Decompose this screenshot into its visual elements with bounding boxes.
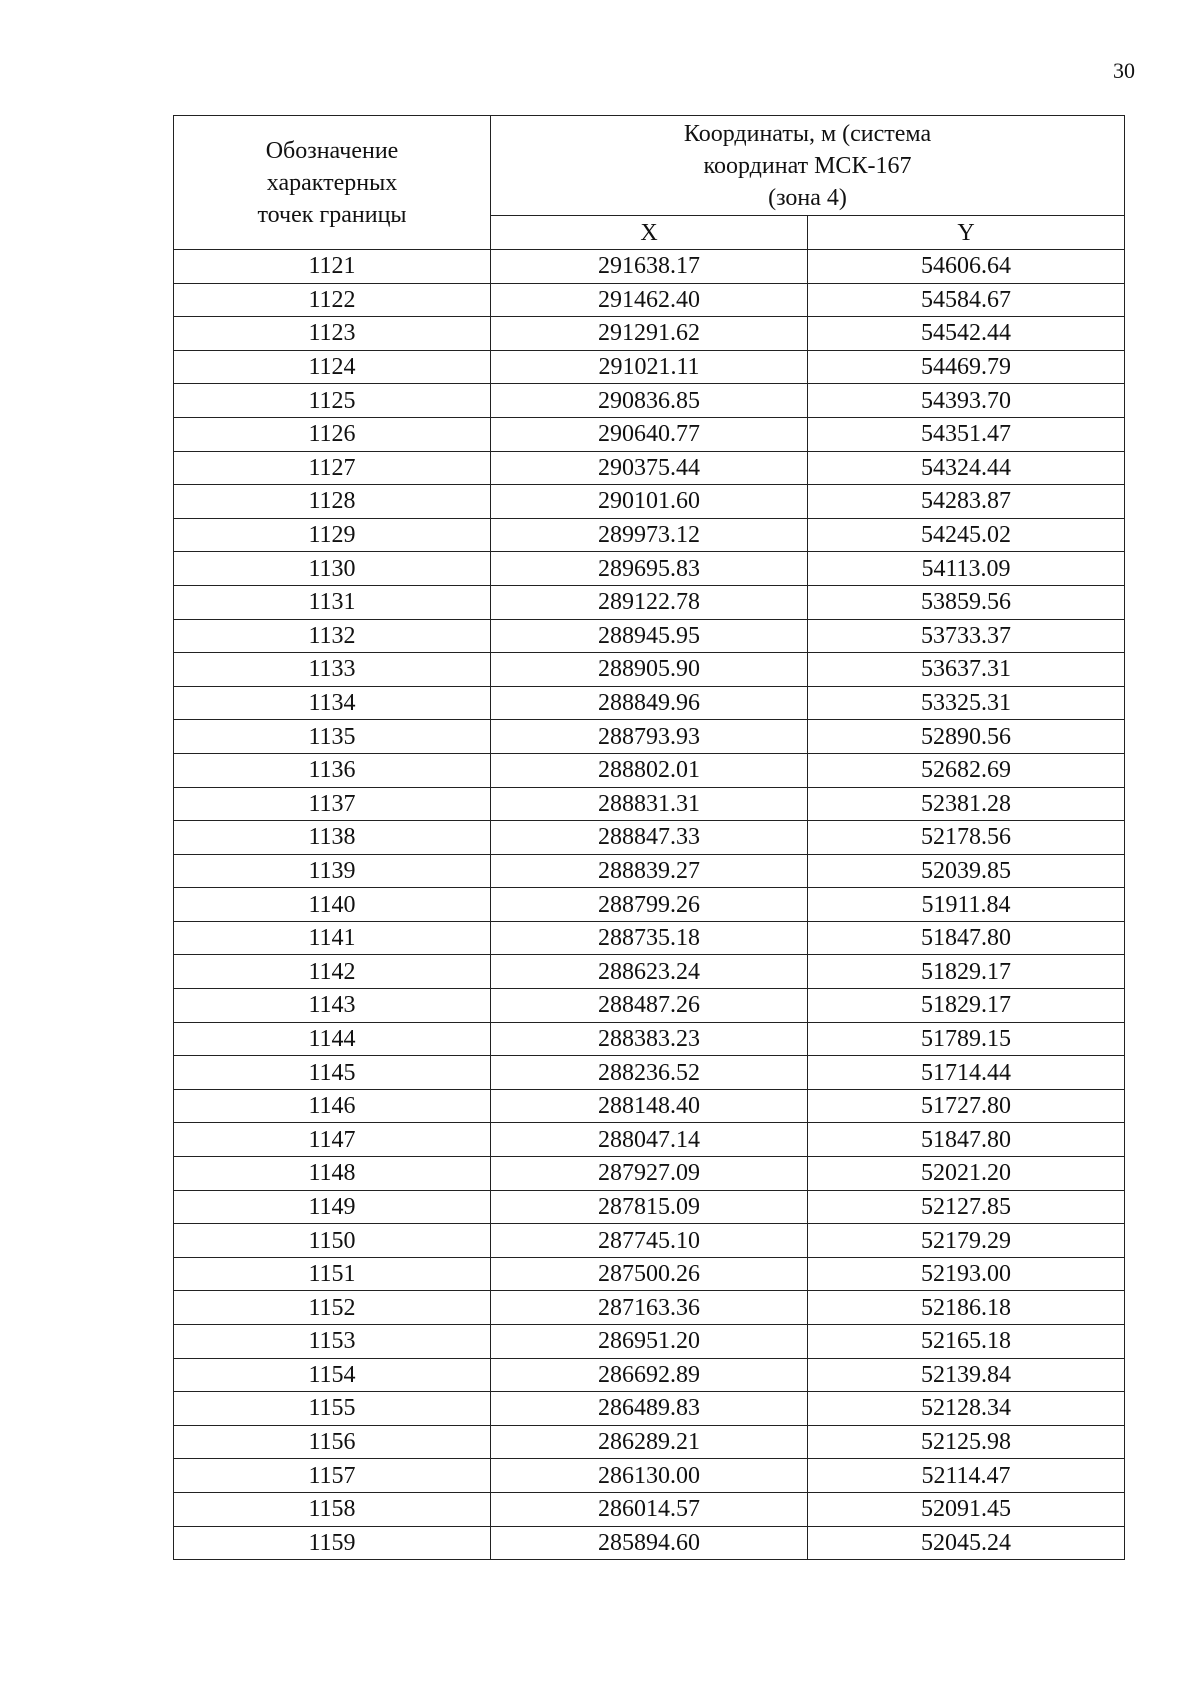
table-row <box>174 821 1125 855</box>
table-row <box>174 283 1125 317</box>
point-id-cell: 1122 <box>174 283 491 317</box>
y-coordinate-cell: 54542.44 <box>808 317 1125 351</box>
table-row <box>174 1392 1125 1426</box>
table-row <box>174 1526 1125 1560</box>
x-coordinate-cell: 290375.44 <box>491 451 808 485</box>
table-row <box>174 1157 1125 1191</box>
x-coordinate-cell: 288487.26 <box>491 989 808 1023</box>
point-id-cell: 1125 <box>174 384 491 418</box>
x-coordinate-cell: 287500.26 <box>491 1257 808 1291</box>
point-id-cell: 1155 <box>174 1392 491 1426</box>
x-coordinate-cell: 286692.89 <box>491 1358 808 1392</box>
x-coordinate-cell: 291021.11 <box>491 350 808 384</box>
y-coordinate-cell: 52021.20 <box>808 1157 1125 1191</box>
header-y: Y <box>808 216 1125 250</box>
x-coordinate-cell: 286014.57 <box>491 1492 808 1526</box>
y-coordinate-cell: 53733.37 <box>808 619 1125 653</box>
y-coordinate-cell: 52127.85 <box>808 1190 1125 1224</box>
point-id-cell: 1159 <box>174 1526 491 1560</box>
table-row <box>174 485 1125 519</box>
point-id-cell: 1146 <box>174 1089 491 1123</box>
table-row <box>174 1089 1125 1123</box>
y-coordinate-cell: 53325.31 <box>808 686 1125 720</box>
y-coordinate-cell: 54351.47 <box>808 417 1125 451</box>
x-coordinate-cell: 285894.60 <box>491 1526 808 1560</box>
table-row <box>174 350 1125 384</box>
y-coordinate-cell: 54393.70 <box>808 384 1125 418</box>
point-id-cell: 1149 <box>174 1190 491 1224</box>
x-coordinate-cell: 288802.01 <box>491 753 808 787</box>
y-coordinate-cell: 52178.56 <box>808 821 1125 855</box>
y-coordinate-cell: 52139.84 <box>808 1358 1125 1392</box>
point-id-cell: 1153 <box>174 1325 491 1359</box>
x-coordinate-cell: 288945.95 <box>491 619 808 653</box>
table-row <box>174 955 1125 989</box>
point-id-cell: 1137 <box>174 787 491 821</box>
x-coordinate-cell: 291291.62 <box>491 317 808 351</box>
y-coordinate-cell: 52125.98 <box>808 1425 1125 1459</box>
x-coordinate-cell: 290101.60 <box>491 485 808 519</box>
table-row <box>174 1492 1125 1526</box>
point-id-cell: 1123 <box>174 317 491 351</box>
y-coordinate-cell: 51829.17 <box>808 955 1125 989</box>
y-coordinate-cell: 52039.85 <box>808 854 1125 888</box>
y-coordinate-cell: 52128.34 <box>808 1392 1125 1426</box>
x-coordinate-cell: 291462.40 <box>491 283 808 317</box>
table-row <box>174 619 1125 653</box>
point-id-cell: 1131 <box>174 585 491 619</box>
x-coordinate-cell: 288849.96 <box>491 686 808 720</box>
y-coordinate-cell: 52091.45 <box>808 1492 1125 1526</box>
point-id-cell: 1136 <box>174 753 491 787</box>
point-id-cell: 1138 <box>174 821 491 855</box>
y-coordinate-cell: 54584.67 <box>808 283 1125 317</box>
point-id-cell: 1144 <box>174 1022 491 1056</box>
table-row <box>174 1190 1125 1224</box>
point-id-cell: 1143 <box>174 989 491 1023</box>
y-coordinate-cell: 54324.44 <box>808 451 1125 485</box>
point-id-cell: 1133 <box>174 653 491 687</box>
y-coordinate-cell: 53859.56 <box>808 585 1125 619</box>
point-id-cell: 1147 <box>174 1123 491 1157</box>
point-id-cell: 1154 <box>174 1358 491 1392</box>
table-row <box>174 518 1125 552</box>
y-coordinate-cell: 52179.29 <box>808 1224 1125 1258</box>
x-coordinate-cell: 288236.52 <box>491 1056 808 1090</box>
y-coordinate-cell: 52890.56 <box>808 720 1125 754</box>
point-id-cell: 1145 <box>174 1056 491 1090</box>
x-coordinate-cell: 291638.17 <box>491 250 808 284</box>
table-row <box>174 1022 1125 1056</box>
point-id-cell: 1130 <box>174 552 491 586</box>
table-row <box>174 989 1125 1023</box>
table-row <box>174 1056 1125 1090</box>
table-row <box>174 1224 1125 1258</box>
table-row <box>174 888 1125 922</box>
header-designation: Обозначение характерных точек границы <box>174 116 491 250</box>
x-coordinate-cell: 286951.20 <box>491 1325 808 1359</box>
y-coordinate-cell: 53637.31 <box>808 653 1125 687</box>
header-x: X <box>491 216 808 250</box>
point-id-cell: 1132 <box>174 619 491 653</box>
table-row <box>174 552 1125 586</box>
y-coordinate-cell: 52165.18 <box>808 1325 1125 1359</box>
point-id-cell: 1156 <box>174 1425 491 1459</box>
y-coordinate-cell: 52381.28 <box>808 787 1125 821</box>
x-coordinate-cell: 287927.09 <box>491 1157 808 1191</box>
x-coordinate-cell: 290640.77 <box>491 417 808 451</box>
y-coordinate-cell: 51829.17 <box>808 989 1125 1023</box>
x-coordinate-cell: 288847.33 <box>491 821 808 855</box>
table-row <box>174 1325 1125 1359</box>
point-id-cell: 1148 <box>174 1157 491 1191</box>
y-coordinate-cell: 54469.79 <box>808 350 1125 384</box>
y-coordinate-cell: 54245.02 <box>808 518 1125 552</box>
table-row <box>174 384 1125 418</box>
point-id-cell: 1158 <box>174 1492 491 1526</box>
table-row <box>174 250 1125 284</box>
table-row <box>174 1425 1125 1459</box>
point-id-cell: 1140 <box>174 888 491 922</box>
y-coordinate-cell: 52186.18 <box>808 1291 1125 1325</box>
point-id-cell: 1134 <box>174 686 491 720</box>
table-row <box>174 753 1125 787</box>
x-coordinate-cell: 288793.93 <box>491 720 808 754</box>
y-coordinate-cell: 52193.00 <box>808 1257 1125 1291</box>
point-id-cell: 1139 <box>174 854 491 888</box>
x-coordinate-cell: 288383.23 <box>491 1022 808 1056</box>
y-coordinate-cell: 54283.87 <box>808 485 1125 519</box>
table-row <box>174 451 1125 485</box>
x-coordinate-cell: 288831.31 <box>491 787 808 821</box>
y-coordinate-cell: 52114.47 <box>808 1459 1125 1493</box>
x-coordinate-cell: 287815.09 <box>491 1190 808 1224</box>
y-coordinate-cell: 54606.64 <box>808 250 1125 284</box>
x-coordinate-cell: 288735.18 <box>491 921 808 955</box>
x-coordinate-cell: 289695.83 <box>491 552 808 586</box>
point-id-cell: 1141 <box>174 921 491 955</box>
y-coordinate-cell: 51847.80 <box>808 921 1125 955</box>
table-row <box>174 720 1125 754</box>
point-id-cell: 1129 <box>174 518 491 552</box>
table-row <box>174 1123 1125 1157</box>
x-coordinate-cell: 288148.40 <box>491 1089 808 1123</box>
table-row <box>174 653 1125 687</box>
table-row <box>174 686 1125 720</box>
point-id-cell: 1142 <box>174 955 491 989</box>
table-row <box>174 921 1125 955</box>
x-coordinate-cell: 286289.21 <box>491 1425 808 1459</box>
x-coordinate-cell: 288047.14 <box>491 1123 808 1157</box>
point-id-cell: 1152 <box>174 1291 491 1325</box>
y-coordinate-cell: 51847.80 <box>808 1123 1125 1157</box>
y-coordinate-cell: 51911.84 <box>808 888 1125 922</box>
point-id-cell: 1126 <box>174 417 491 451</box>
page-number: 30 <box>1113 58 1135 83</box>
point-id-cell: 1121 <box>174 250 491 284</box>
coordinates-table <box>173 115 1125 1560</box>
y-coordinate-cell: 52682.69 <box>808 753 1125 787</box>
point-id-cell: 1127 <box>174 451 491 485</box>
table-header <box>174 116 1125 250</box>
y-coordinate-cell: 52045.24 <box>808 1526 1125 1560</box>
y-coordinate-cell: 51714.44 <box>808 1056 1125 1090</box>
point-id-cell: 1135 <box>174 720 491 754</box>
x-coordinate-cell: 288905.90 <box>491 653 808 687</box>
x-coordinate-cell: 289122.78 <box>491 585 808 619</box>
x-coordinate-cell: 286130.00 <box>491 1459 808 1493</box>
table-body <box>174 250 1125 1560</box>
x-coordinate-cell: 288799.26 <box>491 888 808 922</box>
x-coordinate-cell: 287745.10 <box>491 1224 808 1258</box>
point-id-cell: 1128 <box>174 485 491 519</box>
table-row <box>174 787 1125 821</box>
point-id-cell: 1124 <box>174 350 491 384</box>
point-id-cell: 1150 <box>174 1224 491 1258</box>
table-row <box>174 417 1125 451</box>
y-coordinate-cell: 51789.15 <box>808 1022 1125 1056</box>
table-row <box>174 317 1125 351</box>
x-coordinate-cell: 286489.83 <box>491 1392 808 1426</box>
header-coordinates: Координаты, м (система координат МСК-167 (зона 4) <box>491 116 1125 216</box>
table-row <box>174 854 1125 888</box>
point-id-cell: 1157 <box>174 1459 491 1493</box>
table-row <box>174 1291 1125 1325</box>
y-coordinate-cell: 54113.09 <box>808 552 1125 586</box>
y-coordinate-cell: 51727.80 <box>808 1089 1125 1123</box>
table-row <box>174 1358 1125 1392</box>
x-coordinate-cell: 287163.36 <box>491 1291 808 1325</box>
x-coordinate-cell: 290836.85 <box>491 384 808 418</box>
point-id-cell: 1151 <box>174 1257 491 1291</box>
table-row <box>174 1459 1125 1493</box>
x-coordinate-cell: 288623.24 <box>491 955 808 989</box>
x-coordinate-cell: 289973.12 <box>491 518 808 552</box>
table-row <box>174 585 1125 619</box>
x-coordinate-cell: 288839.27 <box>491 854 808 888</box>
table-row <box>174 1257 1125 1291</box>
